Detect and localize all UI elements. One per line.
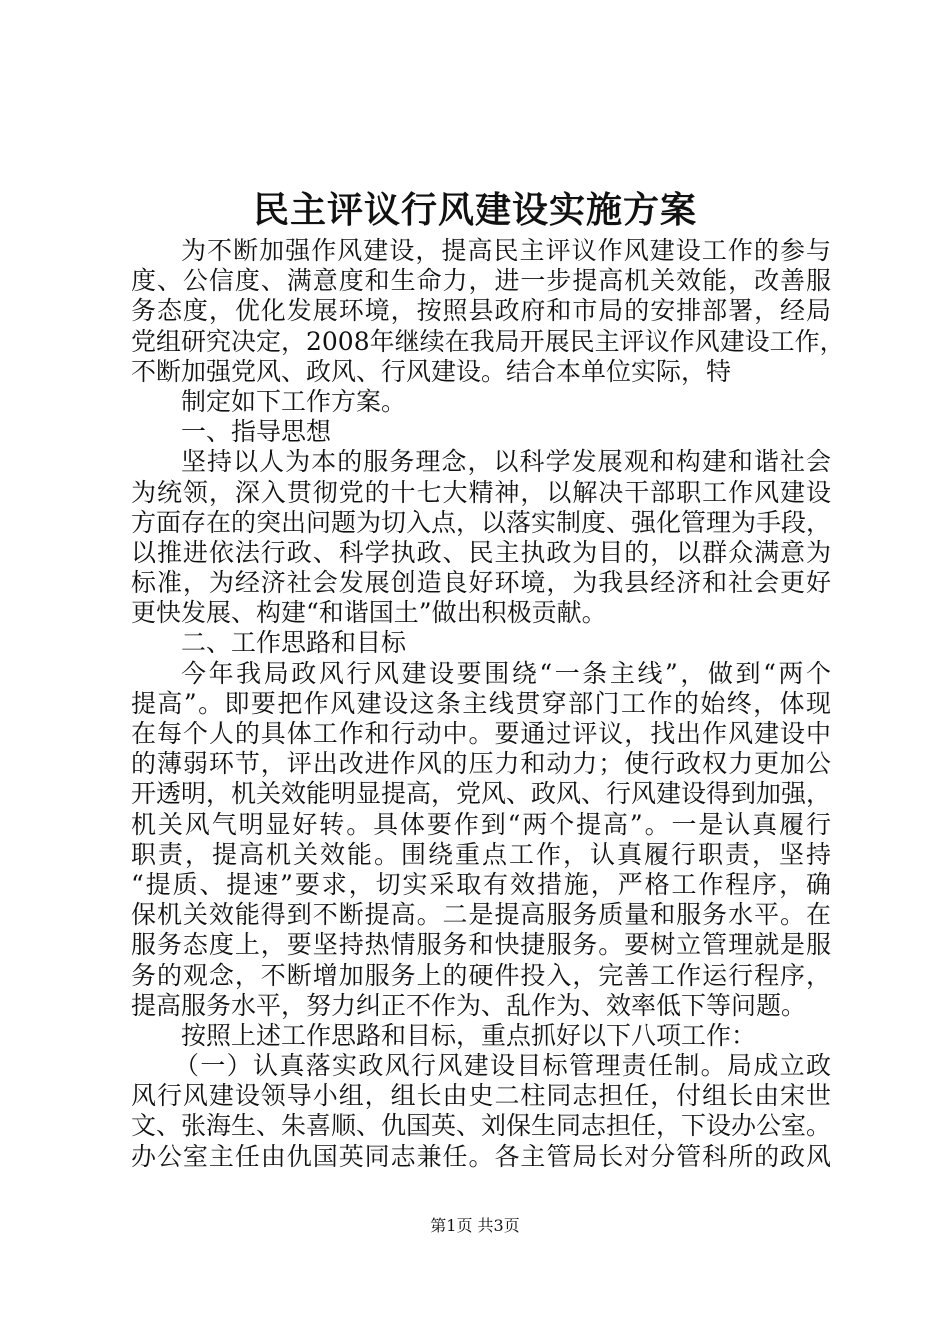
body-text-line: 职责，提高机关效能。围绕重点工作，认真履行职责，坚持 <box>131 839 831 869</box>
body-text-line: 二、工作思路和目标 <box>181 628 407 658</box>
body-text-line: 不断加强党风、政风、行风建设。结合本单位实际，特 <box>131 356 732 386</box>
body-text-line: 的薄弱环节，评出改进作风的压力和动力；使行政权力更加公 <box>131 749 831 779</box>
body-text-line: 保机关效能得到不断提高。二是提高服务质量和服务水平。在 <box>131 900 831 930</box>
page-footer: 第1页 共3页 <box>430 1216 520 1235</box>
body-text-line: 按照上述工作思路和目标，重点抓好以下八项工作： <box>181 1020 757 1050</box>
body-text-line: 务的观念，不断增加服务上的硬件投入，完善工作运行程序， <box>131 960 831 990</box>
body-text-line: 为统领，深入贯彻党的十七大精神，以解决干部职工作风建设 <box>131 477 831 507</box>
body-text-line: 服务态度上，要坚持热情服务和快捷服务。要树立管理就是服 <box>131 930 831 960</box>
body-text-line: 坚持以人为本的服务理念，以科学发展观和构建和谐社会 <box>181 447 831 477</box>
body-text-line: “提质、提速”要求，切实采取有效措施，严格工作程序，确 <box>131 869 831 899</box>
body-text-line: 文、张海生、朱喜顺、仇国英、刘保生同志担任，下设办公室。 <box>131 1111 832 1141</box>
body-text-line: 方面存在的突出问题为切入点，以落实制度、强化管理为手段， <box>131 507 832 537</box>
body-text-line: 风行风建设领导小组，组长由史二柱同志担任，付组长由宋世 <box>131 1081 831 1111</box>
body-text-line: 办公室主任由仇国英同志兼任。各主管局长对分管科所的政风 <box>131 1141 831 1171</box>
body-text-line: 更快发展、构建“和谐国土”做出积极贡献。 <box>131 598 607 628</box>
body-text-line: （一）认真落实政风行风建设目标管理责任制。局成立政 <box>174 1051 831 1081</box>
body-text-line: 提高”。即要把作风建设这条主线贯穿部门工作的始终，体现 <box>131 688 831 718</box>
document-body <box>131 236 845 1172</box>
body-text-line: 机关风气明显好转。具体要作到“两个提高”。一是认真履行 <box>131 809 831 839</box>
body-text-line: 以推进依法行政、科学执政、民主执政为目的，以群众满意为 <box>131 537 831 567</box>
body-text-line: 度、公信度、满意度和生命力，进一步提高机关效能，改善服 <box>131 266 831 296</box>
body-text-line: 开透明，机关效能明显提高，党风、政风、行风建设得到加强， <box>131 779 832 809</box>
document-title: 民主评议行风建设实施方案 <box>252 189 697 231</box>
body-text-line: 党组研究决定，2008年继续在我局开展民主评议作风建设工作， <box>131 326 845 356</box>
body-text-line: 一、指导思想 <box>181 417 332 447</box>
body-text-line: 务态度，优化发展环境，按照县政府和市局的安排部署，经局 <box>131 296 831 326</box>
body-text-line: 标准，为经济社会发展创造良好环境，为我县经济和社会更好 <box>131 568 831 598</box>
body-text-line: 今年我局政风行风建设要围绕“一条主线”，做到“两个 <box>181 658 831 688</box>
body-text-line: 为不断加强作风建设，提高民主评议作风建设工作的参与 <box>181 236 831 265</box>
body-text-line: 提高服务水平，努力纠正不作为、乱作为、效率低下等问题。 <box>131 990 807 1020</box>
body-text-line: 制定如下工作方案。 <box>181 386 407 416</box>
body-text-line: 在每个人的具体工作和行动中。要通过评议，找出作风建设中 <box>131 719 831 748</box>
